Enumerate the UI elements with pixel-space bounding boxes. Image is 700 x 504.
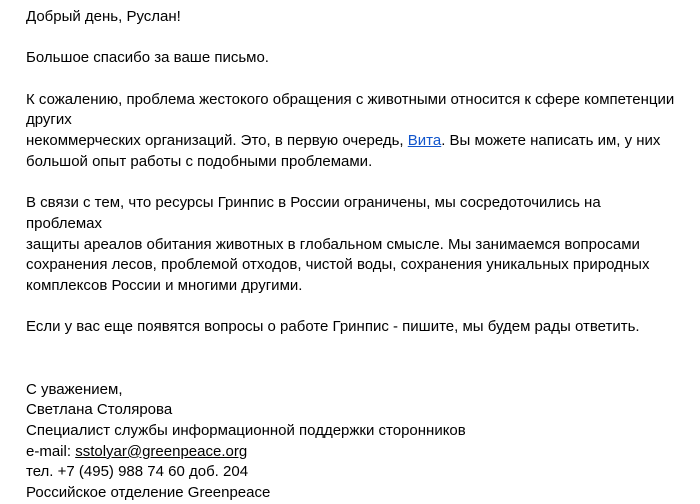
blank-line bbox=[26, 69, 680, 90]
closing-line: Если у вас еще появятся вопросы о работе Гринпис - пишите, мы будем рады ответить. bbox=[26, 318, 640, 336]
greeting-line: Добрый день, Руслан! bbox=[26, 8, 181, 25]
signature-regards-line: С уважением, bbox=[26, 380, 123, 398]
paragraph-vita-line-2-post: . Вы можете написать им, у них bbox=[441, 132, 661, 150]
paragraph-resources-line-3: сохранения лесов, проблемой отходов, чистой воды, сохранения уникальных природных bbox=[26, 256, 650, 274]
blank-line bbox=[26, 338, 680, 359]
paragraph-resources-line-2: защиты ареалов обитания животных в глобальном смысле. Мы занимаемся вопросами bbox=[26, 235, 640, 253]
signature-organization-line: Российское отделение Greenpeace bbox=[26, 484, 271, 502]
blank-line bbox=[26, 173, 680, 194]
email-address-link[interactable]: sstolyar@greenpeace.org bbox=[75, 442, 248, 460]
paragraph-vita-line-1: К сожалению, проблема жестокого обращения с животными относится к сфере компетенции других bbox=[26, 90, 679, 129]
paragraph-vita-line-2 bbox=[26, 131, 680, 152]
paragraph-resources-line-4: комплексов России и многими другими. bbox=[26, 277, 303, 295]
paragraph-resources-line-1: В связи с тем, что ресурсы Гринпис в России ограничены, мы сосредоточились на проблемах bbox=[26, 194, 605, 232]
paragraph-vita-line-2-pre: некоммерческих организаций. Это, в первую очередь, bbox=[26, 132, 408, 150]
signature-phone-line: тел. +7 (495) 988 74 60 доб. 204 bbox=[26, 463, 249, 481]
paragraph-vita-line-3: большой опыт работы с подобными проблемами. bbox=[26, 152, 373, 170]
blank-line bbox=[26, 297, 680, 318]
signature-sender-title: Специалист службы информационной поддержки сторонников bbox=[26, 421, 466, 439]
signature-email-line bbox=[26, 442, 680, 463]
signature-sender-name: Светлана Столярова bbox=[26, 401, 173, 419]
blank-line bbox=[26, 359, 680, 380]
blank-line bbox=[26, 28, 680, 49]
thanks-line: Большое спасибо за ваше письмо. bbox=[26, 49, 269, 67]
email-label: e-mail: bbox=[26, 442, 76, 460]
vita-link[interactable]: Вита bbox=[407, 132, 442, 150]
